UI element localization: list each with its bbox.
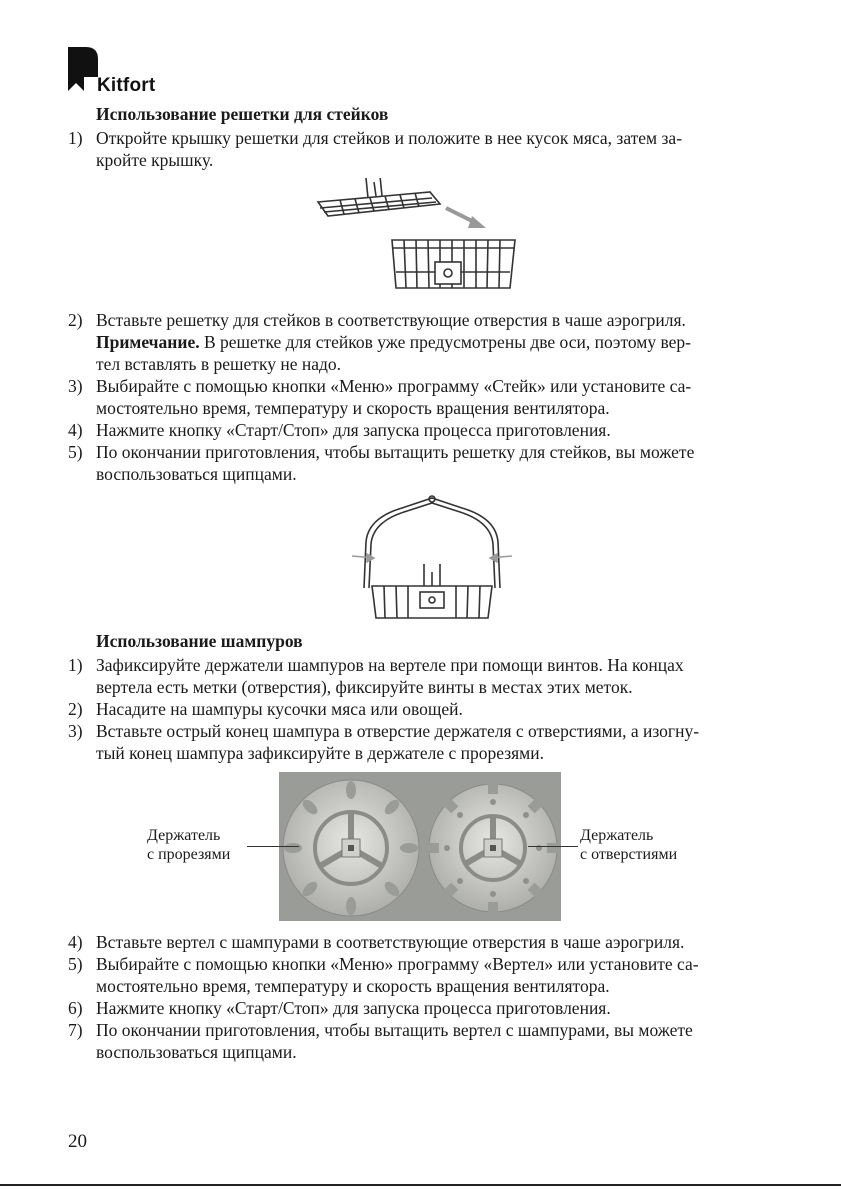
list-item-text: мостоятельно время, температуру и скорость вращения вентилятора.: [96, 976, 610, 996]
list-number: 2): [68, 699, 83, 719]
section-heading-steak-grill: Использование решетки для стейков: [96, 104, 389, 124]
list-number: 4): [68, 420, 83, 440]
list-item-text: Выбирайте с помощью кнопки «Меню» программу «Вертел» или установите са-: [96, 954, 699, 974]
list-item-text: воспользоваться щипцами.: [96, 1042, 297, 1062]
note-text: В решетке для стейков уже предусмотрены две оси, поэтому вер-: [199, 332, 691, 352]
caption-leader-line-right: [528, 846, 578, 847]
section-heading-skewers: Использование шампуров: [96, 631, 303, 651]
list-item-text: Вставьте решетку для стейков в соответствующие отверстия в чаше аэрогриля.: [96, 310, 686, 330]
list-item-text: Нажмите кнопку «Старт/Стоп» для запуска процесса приготовления.: [96, 998, 611, 1018]
list-number: 7): [68, 1020, 83, 1040]
brand-name: Kitfort: [97, 75, 156, 96]
skewer-holders-photo: [279, 772, 561, 921]
list-item-text: кройте крышку.: [96, 150, 214, 170]
tongs-illustration: [352, 492, 512, 622]
list-number: 5): [68, 442, 83, 462]
note-text: тел вставлять в решетку не надо.: [96, 354, 341, 374]
list-item-text: Откройте крышку решетки для стейков и положите в нее кусок мяса, затем за-: [96, 128, 683, 148]
list-number: 4): [68, 932, 83, 952]
bottom-rule: [0, 1184, 841, 1186]
brand-logo: [68, 47, 178, 107]
caption-slotted-holder-line2: с прорезями: [147, 846, 231, 863]
list-item-text: Насадите на шампуры кусочки мяса или овощей.: [96, 699, 463, 719]
list-item-text: Вставьте вертел с шампурами в соответствующие отверстия в чаше аэрогриля.: [96, 932, 685, 952]
list-number: 1): [68, 655, 83, 675]
list-item-text: воспользоваться щипцами.: [96, 464, 297, 484]
list-item-text: Нажмите кнопку «Старт/Стоп» для запуска процесса приготовления.: [96, 420, 611, 440]
list-number: 5): [68, 954, 83, 974]
list-item-text: тый конец шампура зафиксируйте в держателе с прорезями.: [96, 743, 544, 763]
list-item-text: По окончании приготовления, чтобы вытащить вертел с шампурами, вы можете: [96, 1020, 693, 1040]
brand-logo-mark-icon: [68, 47, 98, 91]
list-item-text: вертела есть метки (отверстия), фиксируйте винты в местах этих меток.: [96, 677, 633, 697]
list-number: 2): [68, 310, 83, 330]
list-number: 3): [68, 721, 83, 741]
list-item-text: Выбирайте с помощью кнопки «Меню» программу «Стейк» или установите са-: [96, 376, 692, 396]
page-number: 20: [68, 1131, 87, 1152]
list-item-text: Вставьте острый конец шампура в отверстие держателя с отверстиями, а изогну-: [96, 721, 700, 741]
note-label: Примечание.: [96, 332, 200, 352]
list-item-text: мостоятельно время, температуру и скорость вращения вентилятора.: [96, 398, 610, 418]
list-number: 1): [68, 128, 83, 148]
list-item-text: По окончании приготовления, чтобы вытащить решетку для стейков, вы можете: [96, 442, 695, 462]
list-number: 3): [68, 376, 83, 396]
note-line: [96, 331, 691, 353]
list-item-text: Зафиксируйте держатели шампуров на вертеле при помощи винтов. На концах: [96, 655, 684, 675]
caption-slotted-holder-line1: Держатель: [147, 827, 221, 844]
caption-holed-holder-line1: Держатель: [580, 827, 654, 844]
steak-grill-illustration: [300, 178, 530, 300]
skewer-holders-icon: [279, 772, 561, 921]
caption-holed-holder-line2: с отверстиями: [580, 846, 678, 863]
list-number: 6): [68, 998, 83, 1018]
caption-leader-line-left: [247, 846, 299, 847]
